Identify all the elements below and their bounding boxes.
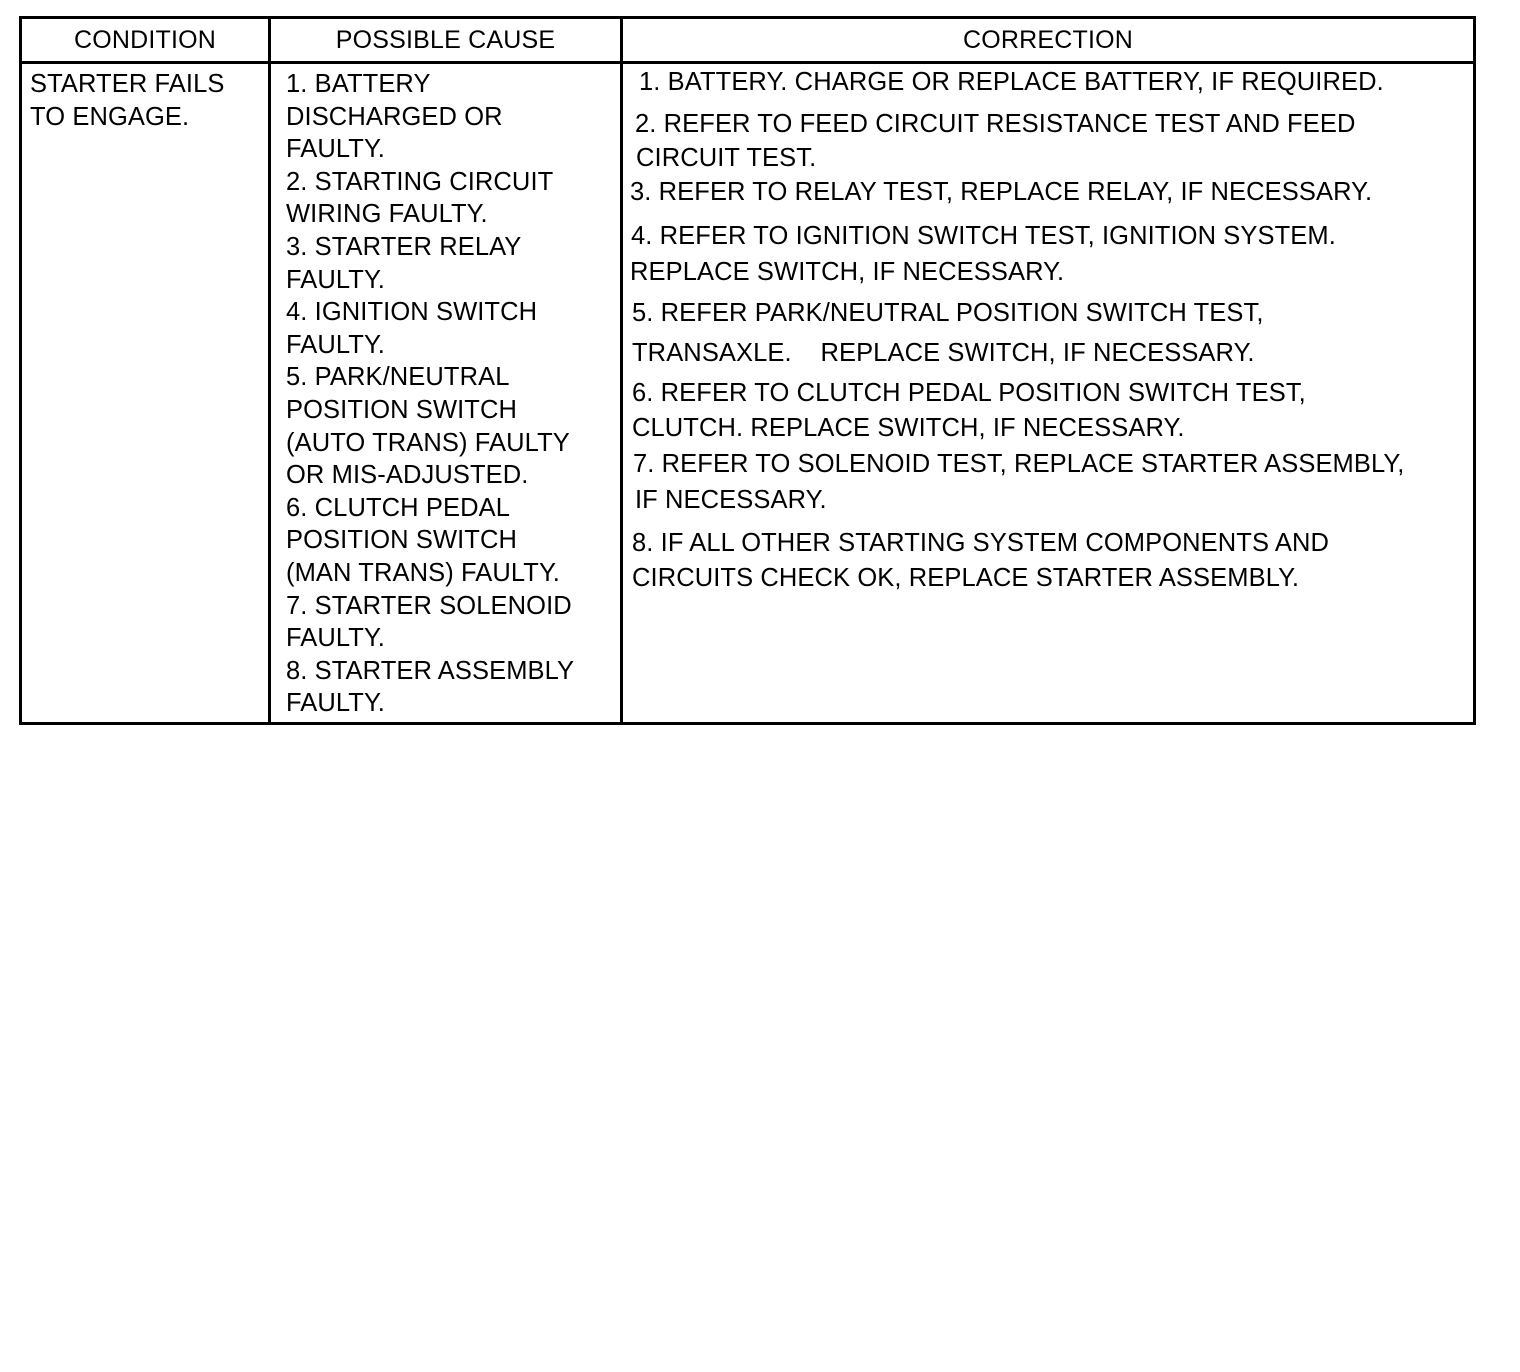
cause-line: 8. STARTER ASSEMBLY [286,656,575,685]
cause-line: FAULTY. [286,330,385,359]
correction-line: CIRCUIT TEST. [636,144,817,172]
correction-line: 8. IF ALL OTHER STARTING SYSTEM COMPONENTS AND [632,529,1329,557]
cause-line: FAULTY. [286,624,385,653]
cause-line: POSITION SWITCH [286,526,517,555]
diagnosis-table [19,16,1476,725]
cause-line: (MAN TRANS) FAULTY. [286,558,560,587]
correction-line: TRANSAXLE. REPLACE SWITCH, IF NECESSARY. [632,339,1255,367]
correction-line: 7. REFER TO SOLENOID TEST, REPLACE STARTER ASSEMBLY, [633,450,1405,478]
correction-line: 2. REFER TO FEED CIRCUIT RESISTANCE TEST AND FEED [635,110,1356,138]
correction-line: IF NECESSARY. [635,486,827,514]
correction-line: REPLACE SWITCH, IF NECESSARY. [630,258,1065,286]
correction-line: 6. REFER TO CLUTCH PEDAL POSITION SWITCH TEST, [632,379,1306,407]
possible-cause-cell [270,63,622,724]
cause-line: DISCHARGED OR [286,102,503,131]
cause-line: 3. STARTER RELAY [286,232,522,261]
cause-line: 6. CLUTCH PEDAL [286,493,510,522]
table-row [21,63,1475,724]
header-correction: CORRECTION [622,18,1475,63]
cause-line: 4. IGNITION SWITCH [286,298,538,327]
cause-line: 7. STARTER SOLENOID [286,591,572,620]
correction-line: 5. REFER PARK/NEUTRAL POSITION SWITCH TEST, [632,299,1264,327]
correction-cell [622,63,1475,724]
condition-line: TO ENGAGE. [30,102,190,131]
header-condition: CONDITION [21,18,270,63]
condition-line: STARTER FAILS [30,70,225,98]
cause-line: FAULTY. [286,265,385,294]
cause-line: POSITION SWITCH [286,395,517,424]
correction-line: CIRCUITS CHECK OK, REPLACE STARTER ASSEMBLY. [632,564,1300,592]
correction-line: 4. REFER TO IGNITION SWITCH TEST, IGNITION SYSTEM. [631,222,1336,250]
cause-line: FAULTY. [286,135,385,164]
correction-line: 3. REFER TO RELAY TEST, REPLACE RELAY, IF NECESSARY. [630,178,1373,206]
cause-line: 1. BATTERY [286,70,431,98]
cause-line: 5. PARK/NEUTRAL [286,363,510,392]
correction-line: CLUTCH. REPLACE SWITCH, IF NECESSARY. [632,414,1185,442]
cause-line: FAULTY. [286,689,385,718]
cause-line: WIRING FAULTY. [286,200,488,229]
cause-line: 2. STARTING CIRCUIT [286,167,554,196]
correction-line: 1. BATTERY. CHARGE OR REPLACE BATTERY, IF REQUIRED. [639,68,1384,96]
cause-line: OR MIS-ADJUSTED. [286,461,529,490]
condition-cell [21,63,270,724]
header-possible-cause: POSSIBLE CAUSE [270,18,622,63]
table-header-row [21,18,1475,63]
cause-line: (AUTO TRANS) FAULTY [286,428,570,457]
